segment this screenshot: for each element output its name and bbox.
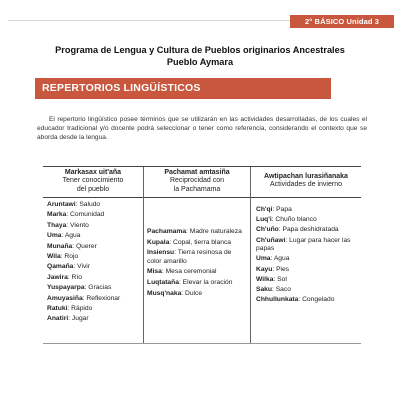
term: Kayu	[256, 265, 273, 273]
title-line-2: Pueblo Aymara	[166, 57, 234, 67]
meaning: : Agua	[270, 255, 290, 263]
list-item	[256, 254, 358, 264]
column-subtitle: del pueblo	[76, 185, 110, 193]
table-bottom-border	[43, 343, 361, 344]
meaning: : Congelado	[298, 296, 335, 304]
column-title: Pachamat amtasiña	[164, 169, 230, 176]
term: Uma	[47, 232, 62, 240]
intro-paragraph: El repertorio lingüístico posee términos que se utilizarán en las actividades desarrolladas, de los cuales el educador tradicional y/o docente podrá seleccionar o tener como referencia, considerando el contexto que se aborda desde la lengua.	[37, 116, 367, 141]
list-item	[256, 225, 358, 235]
term: Wilka	[256, 275, 274, 283]
meaning: : Papa	[272, 206, 292, 213]
term: Munaña	[47, 242, 73, 250]
term: Misa	[147, 268, 162, 276]
column-subtitle: Actividades de invierno	[270, 181, 342, 189]
vocabulary-table	[43, 163, 361, 345]
meaning: : Madre naturaleza	[186, 228, 242, 235]
column-header-3	[251, 173, 361, 190]
meaning: : Papa deshidratada	[278, 226, 339, 234]
list-item	[47, 252, 141, 262]
column-title: Awtipachan lurasiñanaka	[264, 173, 348, 180]
list-item	[47, 314, 141, 324]
term: Musq'naka	[147, 289, 182, 297]
meaning: : Rápido	[67, 305, 93, 313]
column-3-list	[256, 205, 358, 305]
meaning: : Dulce	[181, 289, 203, 297]
meaning: : Comunidad	[66, 211, 105, 219]
term: Qamaña	[47, 263, 74, 271]
title-line-1: Programa de Lengua y Cultura de Pueblos originarios Ancestrales	[55, 45, 345, 55]
meaning: : Lugar para hacer las papas	[256, 236, 351, 253]
list-item	[47, 231, 141, 241]
term: Yuspayarpa	[47, 284, 85, 292]
meaning: : Chuño blanco	[271, 216, 317, 224]
list-item	[147, 238, 247, 249]
term: Luqtataña	[147, 278, 179, 286]
list-item	[256, 215, 358, 225]
list-item	[256, 275, 358, 285]
list-item	[47, 283, 141, 293]
meaning: : Vivir	[73, 263, 91, 271]
list-item	[256, 265, 358, 275]
term: Thaya	[47, 221, 67, 229]
term: Marka	[47, 211, 67, 219]
list-item	[47, 304, 141, 314]
term: Jawira	[47, 273, 68, 281]
list-item	[47, 273, 141, 283]
meaning: : Viento	[66, 221, 89, 229]
term: Ch'uñawi	[256, 236, 286, 244]
meaning: : Copal, tierra blanca	[169, 238, 232, 246]
term: Wila	[47, 253, 61, 261]
meaning: : Río	[67, 273, 82, 281]
column-subtitle: Tener conocimiento	[62, 177, 124, 185]
document-title	[0, 44, 400, 68]
list-item	[47, 221, 141, 231]
list-item	[256, 295, 358, 305]
term: Insiensu	[147, 249, 175, 257]
list-item	[147, 278, 247, 289]
list-item	[47, 200, 141, 210]
term: Uma	[256, 255, 271, 263]
meaning: : Querer	[72, 242, 97, 250]
grade-unit-badge: 2° BÁSICO Unidad 3	[290, 15, 394, 28]
term: Saku	[256, 286, 272, 294]
list-item	[47, 210, 141, 220]
header-rule	[8, 20, 326, 21]
column-subtitle: la Pachamama	[173, 185, 221, 193]
meaning: : Jugar	[68, 315, 89, 323]
list-item	[256, 285, 358, 295]
meaning: : Saludo	[75, 201, 101, 208]
list-item	[256, 205, 358, 215]
term: Ch'qi	[256, 206, 273, 213]
list-item	[147, 227, 247, 238]
term: Aruntawi	[47, 201, 76, 208]
term: Pachamama	[147, 228, 187, 235]
list-item	[147, 267, 247, 278]
meaning: : Reflexionar	[82, 294, 121, 302]
list-item	[147, 249, 247, 266]
column-subtitle: Reciprocidad con	[169, 177, 225, 185]
section-title: REPERTORIOS LINGÜÍSTICOS	[42, 82, 201, 94]
term: Ratuki	[47, 305, 68, 313]
meaning: : Rojo	[60, 253, 79, 261]
term: Amuyasiña	[47, 294, 83, 302]
term: Ch'uño	[256, 226, 279, 234]
list-item	[147, 289, 247, 300]
column-header-2	[144, 169, 250, 194]
term: Luq'i	[256, 216, 272, 224]
list-item	[47, 262, 141, 272]
table-top-border	[43, 166, 361, 167]
meaning: : Gracias	[84, 284, 112, 292]
column-header-1	[43, 169, 143, 194]
meaning: : Sol	[273, 275, 287, 283]
term: Anatiri	[47, 315, 69, 323]
term: Chhullunkata	[256, 296, 299, 304]
column-title: Markasax uit'aña	[64, 169, 122, 176]
meaning: : Agua	[61, 232, 81, 240]
meaning: : Mesa ceremonial	[161, 268, 217, 276]
meaning: : Pies	[272, 265, 290, 273]
column-divider	[250, 167, 251, 343]
list-item	[47, 242, 141, 252]
meaning: : Saco	[271, 286, 291, 294]
column-2-list	[147, 227, 247, 299]
term: Kupala	[147, 238, 170, 246]
meaning: : Elevar la oración	[178, 278, 233, 286]
list-item	[256, 237, 358, 254]
list-item	[47, 294, 141, 304]
meaning: : Tierra resinosa de color amarillo	[147, 249, 232, 265]
column-1-list	[47, 200, 141, 325]
table-header-border	[43, 197, 361, 198]
